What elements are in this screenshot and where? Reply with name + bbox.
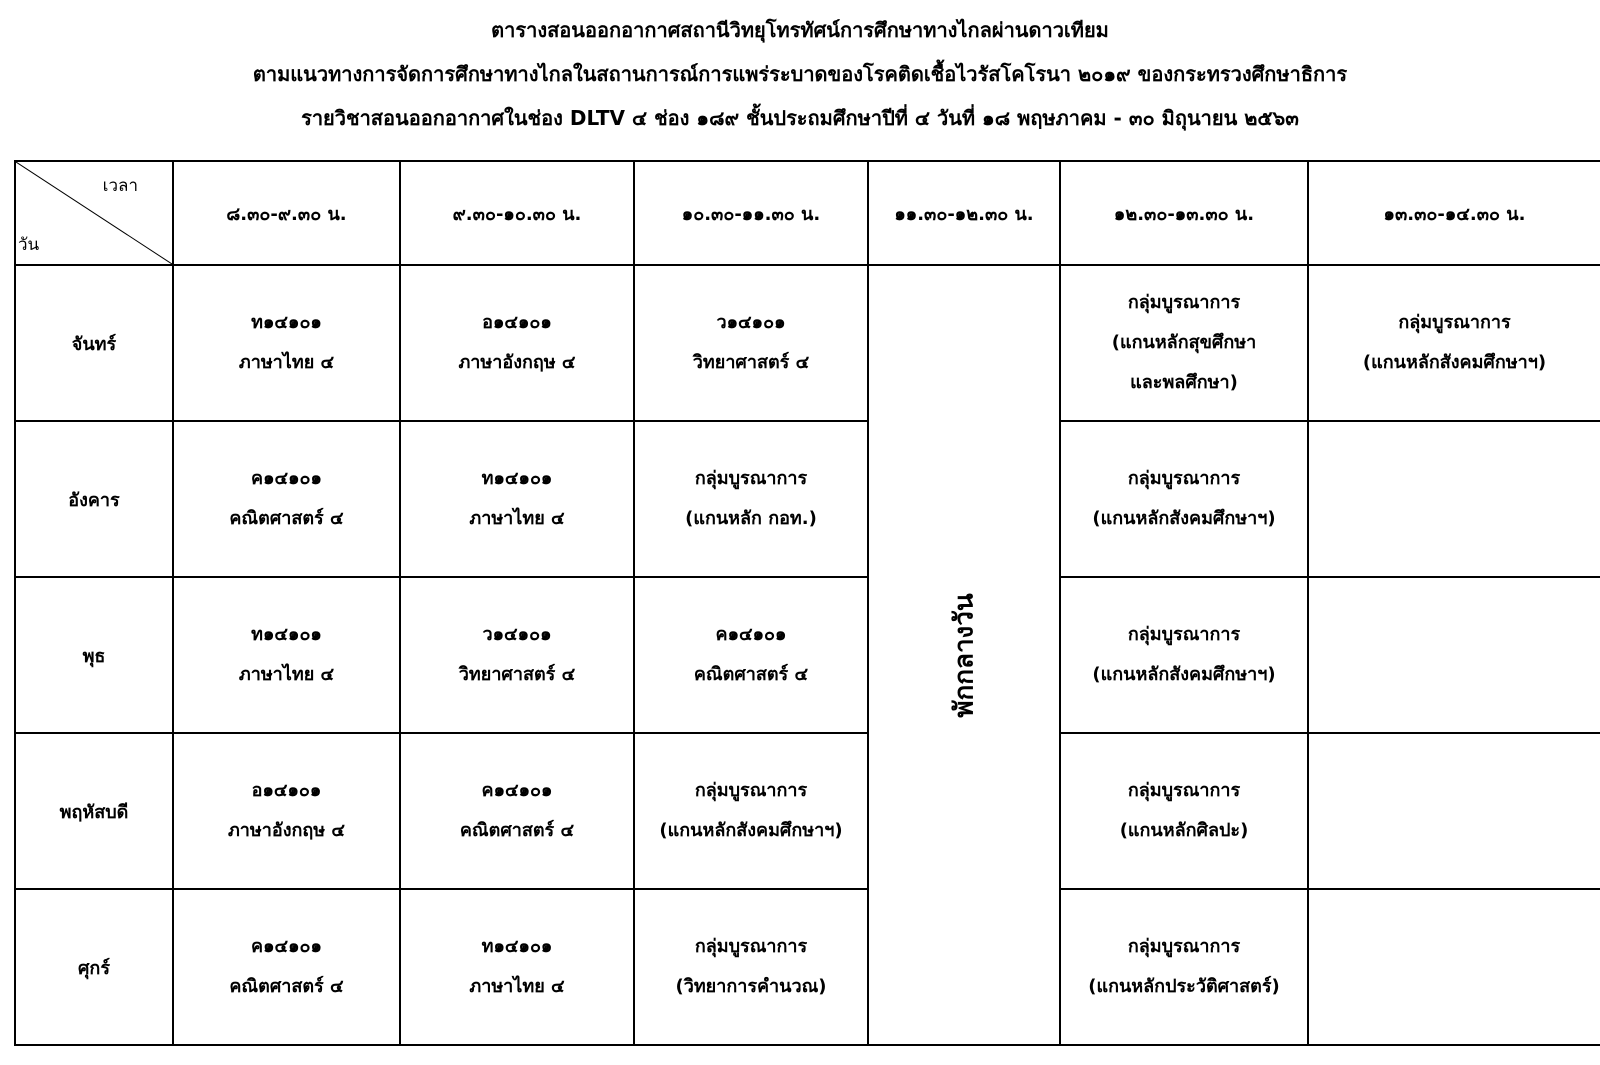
class-cell	[634, 577, 868, 733]
diagonal-line	[16, 162, 172, 264]
subject-group: กลุ่มบูรณาการ	[1127, 292, 1241, 313]
subject-detail: (แกนหลักศิลปะ)	[1119, 820, 1249, 841]
subject-group: กลุ่มบูรณาการ	[1127, 624, 1241, 645]
subject-name: ภาษาไทย ๔	[469, 508, 565, 529]
time-header: ๑๑.๓๐-๑๒.๓๐ น.	[868, 161, 1060, 265]
class-cell	[400, 265, 634, 421]
day-label: พุธ	[15, 577, 173, 733]
subject-code: ว๑๔๑๐๑	[716, 312, 786, 333]
subject-detail: (แกนหลักสังคมศึกษาฯ)	[1092, 664, 1276, 685]
day-row-tuesday	[15, 421, 1600, 577]
class-cell	[1308, 265, 1600, 421]
subject-name: ภาษาไทย ๔	[469, 976, 565, 997]
class-cell	[634, 733, 868, 889]
day-label: พฤหัสบดี	[15, 733, 173, 889]
empty-cell	[1308, 889, 1600, 1045]
time-header: ๘.๓๐-๙.๓๐ น.	[173, 161, 400, 265]
class-cell	[173, 265, 400, 421]
schedule-table	[14, 160, 1600, 1046]
subject-name: คณิตศาสตร์ ๔	[229, 508, 344, 529]
subject-code: ท๑๔๑๐๑	[481, 936, 553, 957]
header-row	[15, 161, 1600, 265]
subject-group: กลุ่มบูรณาการ	[1127, 780, 1241, 801]
subject-detail: (วิทยาการคำนวณ)	[675, 976, 827, 997]
time-header: ๑๓.๓๐-๑๔.๓๐ น.	[1308, 161, 1600, 265]
class-cell	[634, 889, 868, 1045]
class-cell	[634, 421, 868, 577]
class-cell	[1060, 889, 1308, 1045]
subject-detail: และพลศึกษา)	[1130, 372, 1238, 393]
day-row-friday	[15, 889, 1600, 1045]
day-row-monday	[15, 265, 1600, 421]
class-cell	[1060, 577, 1308, 733]
class-cell	[400, 421, 634, 577]
subject-code: อ๑๔๑๐๑	[482, 312, 552, 333]
subject-code: อ๑๔๑๐๑	[251, 780, 322, 801]
document-header	[0, 8, 1600, 140]
subject-code: ค๑๔๑๐๑	[251, 936, 322, 957]
lunch-break-cell	[868, 265, 1060, 1045]
subject-detail: (แกนหลักสุขศึกษา	[1111, 332, 1257, 353]
subject-detail: (แกนหลัก กอท.)	[685, 508, 817, 529]
subject-group: กลุ่มบูรณาการ	[694, 780, 808, 801]
subject-name: ภาษาไทย ๔	[238, 664, 335, 685]
class-cell	[173, 421, 400, 577]
class-cell	[173, 577, 400, 733]
subject-name: คณิตศาสตร์ ๔	[229, 976, 344, 997]
time-header: ๑๐.๓๐-๑๑.๓๐ น.	[634, 161, 868, 265]
day-label: ศุกร์	[15, 889, 173, 1045]
class-cell	[173, 889, 400, 1045]
subject-code: ท๑๔๑๐๑	[251, 312, 322, 333]
class-cell	[400, 733, 634, 889]
day-label: จันทร์	[15, 265, 173, 421]
time-header: ๙.๓๐-๑๐.๓๐ น.	[400, 161, 634, 265]
corner-day-label: วัน	[18, 235, 40, 255]
subject-detail: (แกนหลักสังคมศึกษาฯ)	[659, 820, 843, 841]
subject-code: ว๑๔๑๐๑	[482, 624, 552, 645]
day-row-wednesday	[15, 577, 1600, 733]
subject-group: กลุ่มบูรณาการ	[694, 468, 808, 489]
subject-name: วิทยาศาสตร์ ๔	[692, 352, 810, 373]
empty-cell	[1308, 733, 1600, 889]
class-cell	[634, 265, 868, 421]
subject-name: คณิตศาสตร์ ๔	[693, 664, 809, 685]
subject-code: ท๑๔๑๐๑	[251, 624, 322, 645]
header-line-2: ตามแนวทางการจัดการศึกษาทางไกลในสถานการณ์การแพร่ระบาดของโรคติดเชื้อไวรัสโคโรนา ๒๐๑๙ ของกระทรวงศึกษาธิการ	[252, 62, 1348, 86]
header-line-3: รายวิชาสอนออกอากาศในช่อง DLTV ๔ ช่อง ๑๘๙ ชั้นประถมศึกษาปีที่ ๔ วันที่ ๑๘ พฤษภาคม - ๓๐ มิถุนายน ๒๕๖๓	[301, 106, 1299, 130]
subject-name: คณิตศาสตร์ ๔	[459, 820, 575, 841]
empty-cell	[1308, 421, 1600, 577]
day-row-thursday	[15, 733, 1600, 889]
corner-cell	[15, 161, 173, 265]
class-cell	[400, 889, 634, 1045]
subject-detail: (แกนหลักประวัติศาสตร์)	[1088, 976, 1280, 997]
subject-group: กลุ่มบูรณาการ	[694, 936, 808, 957]
lunch-break-label: พักกลางวัน	[949, 592, 980, 718]
header-line-1: ตารางสอนออกอากาศสถานีวิทยุโทรทัศน์การศึกษาทางไกลผ่านดาวเทียม	[491, 18, 1109, 42]
subject-group: กลุ่มบูรณาการ	[1127, 936, 1241, 957]
subject-name: ภาษาอังกฤษ ๔	[227, 820, 346, 841]
subject-code: ท๑๔๑๐๑	[481, 468, 553, 489]
time-header: ๑๒.๓๐-๑๓.๓๐ น.	[1060, 161, 1308, 265]
subject-code: ค๑๔๑๐๑	[251, 468, 322, 489]
subject-name: ภาษาไทย ๔	[238, 352, 335, 373]
class-cell	[1060, 421, 1308, 577]
class-cell	[1060, 733, 1308, 889]
corner-time-label: เวลา	[102, 176, 138, 196]
subject-code: ค๑๔๑๐๑	[715, 624, 787, 645]
subject-code: ค๑๔๑๐๑	[481, 780, 553, 801]
class-cell	[173, 733, 400, 889]
empty-cell	[1308, 577, 1600, 733]
subject-detail: (แกนหลักสังคมศึกษาฯ)	[1092, 508, 1276, 529]
subject-detail: (แกนหลักสังคมศึกษาฯ)	[1362, 352, 1547, 373]
subject-group: กลุ่มบูรณาการ	[1127, 468, 1241, 489]
subject-group: กลุ่มบูรณาการ	[1398, 312, 1511, 333]
subject-name: วิทยาศาสตร์ ๔	[458, 664, 576, 685]
class-cell	[400, 577, 634, 733]
day-label: อังคาร	[15, 421, 173, 577]
class-cell	[1060, 265, 1308, 421]
subject-name: ภาษาอังกฤษ ๔	[458, 352, 576, 373]
